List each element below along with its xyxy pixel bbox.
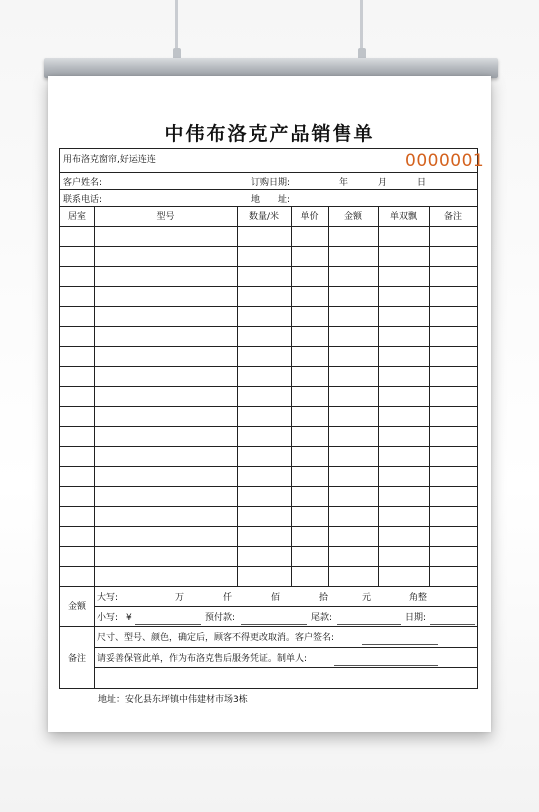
table-row-line <box>60 326 477 327</box>
table-row-line <box>60 266 477 267</box>
form-title: 中伟布洛克产品销售单 <box>164 123 375 145</box>
currency-symbol: ¥ <box>126 613 132 623</box>
table-row-line <box>60 466 477 467</box>
slogan-text: 用布洛克窗帘,好运连连 <box>63 155 156 165</box>
serial-number: 0000001 <box>405 151 485 171</box>
amount-words-label: 大写: <box>97 593 119 603</box>
phone-row-divider <box>60 206 477 207</box>
column-divider <box>94 206 95 586</box>
items-bottom-line <box>60 586 477 587</box>
table-row-line <box>60 526 477 527</box>
table-row-line <box>60 366 477 367</box>
amount-section-label: 金额 <box>67 602 86 612</box>
column-header-model: 型号 <box>156 212 175 222</box>
customer-signature-underline <box>362 644 438 645</box>
year-label: 年 <box>339 178 349 188</box>
month-label: 月 <box>378 178 388 188</box>
column-header-divider <box>60 226 477 227</box>
table-row-line <box>60 386 477 387</box>
remark-line-1: 尺寸、型号、颜色，确定后，顾客不得更改取消。客户签名: <box>97 633 335 643</box>
amount-unit-shi: 拾 <box>319 593 329 603</box>
column-divider <box>291 206 292 586</box>
table-row-line <box>60 246 477 247</box>
column-divider <box>328 206 329 586</box>
amount-figures-underline <box>135 624 201 625</box>
column-divider <box>378 206 379 586</box>
amount-figures-label: 小写: <box>97 613 119 623</box>
order-date-label: 订购日期: <box>251 178 291 188</box>
date-label: 日期: <box>405 613 427 623</box>
remark-row-divider-2 <box>94 667 477 668</box>
table-row-line <box>60 446 477 447</box>
sales-form-sheet <box>48 76 491 732</box>
sales-form-table <box>59 148 485 689</box>
table-row-line <box>60 486 477 487</box>
column-header-room: 居室 <box>67 212 86 222</box>
amount-row-divider <box>94 606 477 607</box>
customer-row-divider <box>60 189 477 190</box>
column-divider <box>237 206 238 586</box>
table-row-line <box>60 566 477 567</box>
table-row-line <box>60 426 477 427</box>
remarks-section-label: 备注 <box>67 654 86 664</box>
footer-address: 地址：安化县东坪镇中伟建材市场3栋 <box>98 695 248 705</box>
amount-section-bottom <box>60 626 477 627</box>
date-underline <box>430 624 475 625</box>
column-header-amount: 金额 <box>343 212 362 222</box>
table-row-line <box>60 546 477 547</box>
table-row-line <box>60 506 477 507</box>
column-header-single-double: 单双飘 <box>389 212 417 222</box>
table-row-line <box>60 306 477 307</box>
prepaid-label: 预付款: <box>205 613 236 623</box>
table-row-line <box>60 406 477 407</box>
header-divider <box>60 172 477 173</box>
address-label: 地 址: <box>251 195 291 205</box>
amount-unit-jiao: 角整 <box>409 593 428 603</box>
balance-underline <box>337 624 401 625</box>
amount-unit-wan: 万 <box>175 593 185 603</box>
customer-name-label: 客户姓名: <box>63 178 103 188</box>
amount-unit-qian: 仟 <box>223 593 233 603</box>
column-header-quantity: 数量/米 <box>248 212 280 222</box>
column-header-remarks: 备注 <box>443 212 462 222</box>
table-row-line <box>60 346 477 347</box>
column-header-unit-price: 单价 <box>300 212 319 222</box>
preparer-underline <box>334 665 438 666</box>
prepaid-underline <box>241 624 307 625</box>
amount-unit-yuan: 元 <box>362 593 372 603</box>
amount-unit-bai: 佰 <box>271 593 281 603</box>
column-divider <box>429 206 430 586</box>
section-label-divider <box>94 586 95 688</box>
phone-label: 联系电话: <box>63 195 103 205</box>
balance-label: 尾款: <box>311 613 333 623</box>
remark-line-2: 请妥善保管此单，作为布洛克售后服务凭证。制单人: <box>97 654 308 664</box>
table-row-line <box>60 286 477 287</box>
remark-row-divider-1 <box>94 647 477 648</box>
hanging-rod <box>44 58 498 78</box>
day-label: 日 <box>417 178 427 188</box>
